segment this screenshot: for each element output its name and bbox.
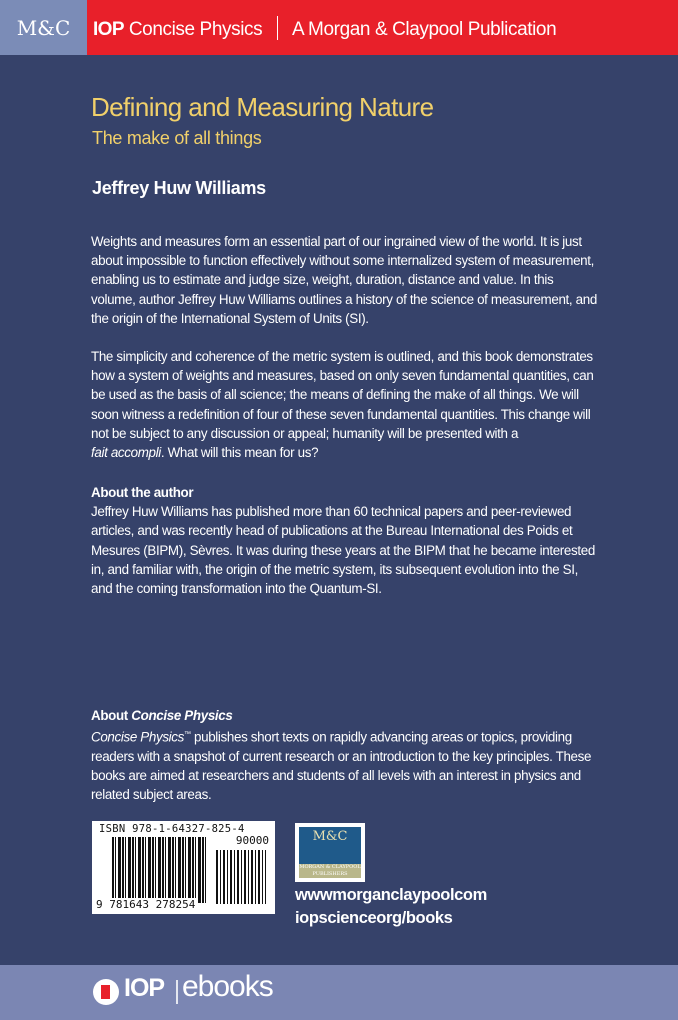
paragraph-end: . What will this mean for us? <box>160 445 319 461</box>
morgan-claypool-logo: M&C <box>0 0 87 55</box>
trademark: ™ <box>183 731 191 739</box>
about-author-heading: About the author <box>91 485 194 500</box>
about-series-heading <box>91 706 591 725</box>
book-title: Defining and Measuring Nature <box>91 92 434 122</box>
paragraph-line: be used as the basis of all science; the means of defining the make of all things. We will <box>91 387 579 403</box>
series-name: Concise Physics <box>128 19 263 40</box>
book-subtitle: The make of all things <box>92 128 262 148</box>
iop-book-icon <box>93 979 119 1005</box>
series-italic: Concise Physics <box>91 729 184 745</box>
ean-digits: 9 781643 278254 <box>96 898 198 911</box>
about-series-section <box>91 706 591 804</box>
description-paragraph-2 <box>91 347 593 462</box>
addon-bars <box>216 850 266 904</box>
series-banner <box>93 16 556 41</box>
footer-ebooks: ebooks <box>182 970 273 1003</box>
paragraph-line: The simplicity and coherence of the metric system is outlined, and this book demonstrates <box>91 349 593 364</box>
book-author: Jeffrey Huw Williams <box>92 178 266 198</box>
series-rest: publishes short texts on rapidly advancing areas or topics, providing <box>190 729 572 745</box>
publication-line: A Morgan & Claypool Publication <box>291 19 557 40</box>
paragraph-line: in, and familiar with, the origin of the metric system, its subsequent evolution into the SI, <box>91 561 578 577</box>
paragraph-line: articles, and was recently head of publications at the Bureau International des Poids et <box>91 523 573 539</box>
footer-divider <box>176 980 178 1004</box>
paragraph-line: not be subject to any discussion or appeal; humanity will be presented with a <box>91 425 519 441</box>
paragraph-line: about impossible to function effectively without some internalized system of measurement, <box>91 253 595 269</box>
paragraph-line: Jeffrey Huw Williams has published more than 60 technical papers and peer-reviewed <box>91 504 572 520</box>
paragraph-line <box>91 725 591 747</box>
paragraph-line: how a system of weights and measures, based on only seven fundamental quantities, can <box>91 368 594 384</box>
paragraph-line: Weights and measures form an essential part of our ingrained view of the world. It is just <box>91 234 582 249</box>
footer-iop-brand: IOP <box>124 974 165 1002</box>
paragraph-line: related subject areas. <box>91 787 212 803</box>
paragraph-line: soon witness a redefinition of four of these seven fundamental quantities. This change will <box>91 406 591 422</box>
paragraph-line: the origin of the International System of Units (SI). <box>91 310 369 326</box>
paragraph-line: Mesures (BIPM), Sèvres. It was during these years at the BIPM that he became interested <box>91 542 595 558</box>
about-author-section <box>91 483 595 598</box>
price-addon: 90000 <box>235 834 269 847</box>
paragraph-line: and the coming transformation into the Quantum-SI. <box>91 581 382 597</box>
publisher-logo <box>295 823 365 882</box>
divider <box>277 16 278 40</box>
url-morganclaypool[interactable]: wwwmorganclaypoolcom <box>295 886 487 904</box>
paragraph-line <box>91 443 593 462</box>
description-paragraph-1 <box>91 232 597 328</box>
publisher-name: MORGAN & CLAYPOOL PUBLISHERS <box>299 864 361 877</box>
iop-brand: IOP <box>93 19 124 40</box>
paragraph-line: readers with a snapshot of current research or an introduction to the key principles. These <box>91 748 592 764</box>
paragraph-line: volume, author Jeffrey Huw Williams outlines a history of the science of measurement, and <box>91 291 597 307</box>
url-iopscience[interactable]: iopscienceorg/books <box>295 909 453 927</box>
paragraph-line: enabling us to estimate and judge size, weight, duration, distance and value. In this <box>91 272 554 288</box>
heading-italic: Concise Physics <box>131 708 233 723</box>
heading-prefix: About <box>91 708 132 723</box>
isbn-text: ISBN 978-1-64327-825-4 <box>99 823 245 835</box>
isbn-barcode <box>92 821 275 914</box>
paragraph-line: books are aimed at researchers and students of all levels with an interest in physics and <box>91 768 581 784</box>
header-bar <box>0 0 678 55</box>
barcode-bars <box>112 837 207 903</box>
italic-phrase: fait accompli <box>91 445 161 461</box>
publisher-mark: M&C <box>312 829 348 844</box>
